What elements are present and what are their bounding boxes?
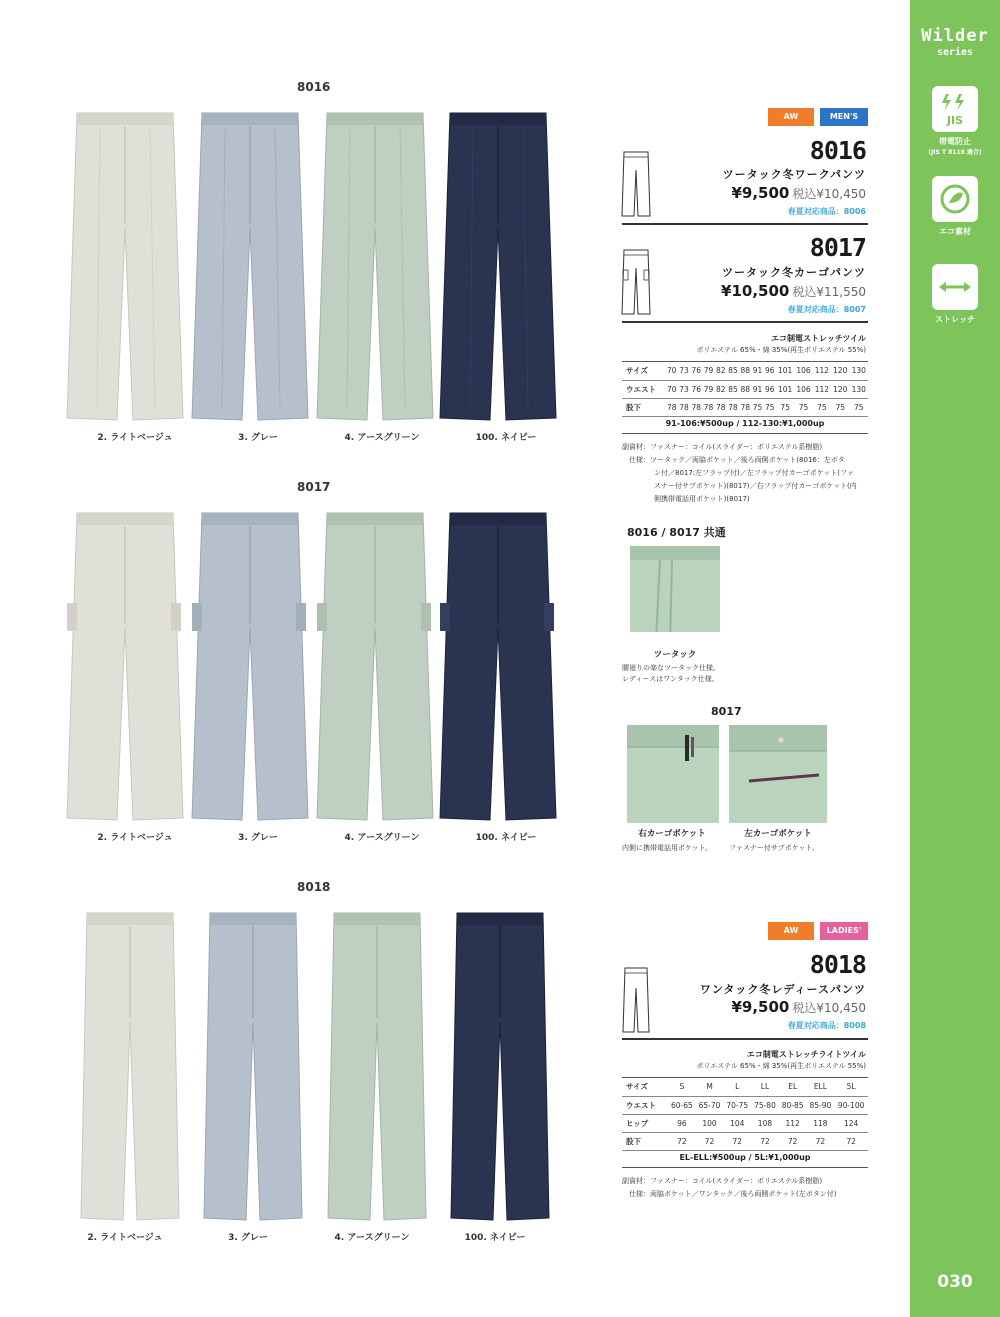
inseam-cell: 78	[739, 398, 751, 416]
stretch-icon	[932, 264, 978, 310]
color-caption: 100. ネイビー	[475, 833, 537, 843]
waist-cell: 73	[678, 380, 690, 398]
eco-material-icon	[932, 176, 978, 222]
pant-photo-light-beige	[75, 908, 185, 1223]
inseam-cell: 72	[723, 1132, 751, 1150]
inseam-cell: 72	[807, 1132, 835, 1150]
color-caption: 4. アースグリーン	[334, 1233, 410, 1243]
note-spec: 両脇ポケット／ワンタック／後ろ両側ポケット(左ボタン付)	[650, 1190, 837, 1198]
inseam-cell: 78	[715, 398, 727, 416]
pant-photo-navy	[445, 908, 555, 1223]
pant-photo-earth-green	[322, 908, 432, 1223]
size-surcharge: EL-ELL:¥500up / 5L:¥1,000up	[679, 1153, 811, 1162]
detail-description: ファスナー付サブポケット。	[729, 844, 819, 852]
waist-cell: 96	[764, 380, 776, 398]
detail-caption: ツータック	[653, 650, 697, 660]
hip-cell: 118	[807, 1114, 835, 1132]
size-surcharge: 91-106:¥500up / 112-130:¥1,000up	[665, 419, 825, 428]
size-cell: 88	[739, 362, 751, 380]
fabric-title: エコ制電ストレッチツイル	[770, 334, 866, 343]
product-name: ツータック冬カーゴパンツ	[722, 266, 866, 279]
color-caption: 3. グレー	[238, 433, 278, 443]
waist-cell: 101	[776, 380, 794, 398]
note-spec-line: 側携帯電話用ポケット)(8017)	[654, 495, 750, 503]
detail-photo-left-cargo-pocket	[729, 725, 827, 823]
divider	[622, 321, 868, 323]
pant-photo-earth-green	[315, 508, 435, 823]
detail-caption: 左カーゴポケット	[744, 829, 812, 839]
waist-cell: 112	[813, 380, 831, 398]
size-cell: 82	[715, 362, 727, 380]
row-label: ウエスト	[622, 1096, 668, 1114]
detail-desc-line: 腰廻りの楽なツータック仕様。	[622, 664, 720, 672]
hip-cell: 96	[668, 1114, 696, 1132]
pant-photo-navy	[438, 108, 558, 423]
color-caption: 3. グレー	[238, 833, 278, 843]
product-price	[731, 184, 866, 202]
detail-title-common: 8016 / 8017 共通	[627, 526, 726, 539]
feature-label: ストレッチ	[935, 315, 975, 324]
feature-antistatic	[910, 86, 1000, 157]
feature-label: エコ素材	[939, 227, 971, 236]
pant-photo-gray	[190, 108, 310, 423]
season-counterpart: 春夏対応商品：8007	[787, 305, 866, 314]
row-label: ウエスト	[622, 380, 666, 398]
detail-description: 内側に携帯電話用ポケット。	[622, 844, 713, 852]
inseam-cell: 72	[779, 1132, 807, 1150]
waist-cell: 91	[751, 380, 763, 398]
color-caption: 100. ネイビー	[475, 433, 537, 443]
waist-cell: 120	[831, 380, 849, 398]
note-spec-line: ン付／8017:左フラップ付)／左フラップ付カーゴポケット(ファ	[654, 469, 854, 477]
divider	[622, 433, 868, 434]
inseam-cell: 78	[702, 398, 714, 416]
waist-cell: 70-75	[723, 1096, 751, 1114]
inseam-cell: 75	[831, 398, 849, 416]
pant-line-drawing	[620, 248, 652, 316]
size-cell: 76	[690, 362, 702, 380]
badge-mens: MEN'S	[820, 108, 868, 126]
price-with-tax: 税込¥10,450	[792, 187, 866, 201]
size-cell: 96	[764, 362, 776, 380]
size-cell: 79	[702, 362, 714, 380]
pant-photo-light-beige	[65, 108, 185, 423]
inseam-cell: 78	[678, 398, 690, 416]
waist-cell: 130	[849, 380, 868, 398]
badge-ladies: LADIES'	[820, 922, 868, 940]
waist-cell: 60-65	[668, 1096, 696, 1114]
section-code-8018: 8018	[297, 880, 331, 894]
product-price	[731, 998, 866, 1016]
season-counterpart: 春夏対応商品：8008	[787, 1021, 866, 1030]
size-cell: 73	[678, 362, 690, 380]
pant-photo-navy	[438, 508, 558, 823]
pant-photo-light-beige	[65, 508, 185, 823]
size-cell: 70	[666, 362, 678, 380]
price-value: ¥9,500	[731, 184, 790, 202]
waist-row	[622, 1096, 868, 1114]
pant-line-drawing	[620, 150, 652, 218]
section-code-8017: 8017	[297, 480, 331, 494]
row-label: サイズ	[622, 1078, 668, 1096]
color-caption: 3. グレー	[228, 1233, 268, 1243]
jis-antistatic-icon	[932, 86, 978, 132]
feature-label: 帯電防止	[939, 137, 971, 146]
color-caption: 4. アースグリーン	[344, 433, 420, 443]
size-cell: 101	[776, 362, 794, 380]
inseam-cell: 75	[813, 398, 831, 416]
product-name: ワンタック冬レディースパンツ	[699, 983, 866, 996]
waist-cell: 76	[690, 380, 702, 398]
hip-row	[622, 1114, 868, 1132]
size-cell: 106	[794, 362, 812, 380]
inseam-cell: 78	[690, 398, 702, 416]
inseam-cell: 75	[764, 398, 776, 416]
product-code: 8017	[809, 233, 866, 262]
waist-cell: 79	[702, 380, 714, 398]
product-code: 8018	[809, 950, 866, 979]
inseam-cell: 75	[751, 398, 763, 416]
note-key: 仕様：	[629, 456, 650, 464]
pant-photo-gray	[198, 908, 308, 1223]
waist-cell: 88	[739, 380, 751, 398]
pant-photo-earth-green	[315, 108, 435, 423]
detail-caption: 右カーゴポケット	[638, 829, 706, 839]
size-cell: 85	[727, 362, 739, 380]
detail-photo-right-cargo-pocket	[627, 725, 719, 823]
detail-description	[622, 663, 720, 685]
inseam-cell: 75	[794, 398, 812, 416]
hip-cell: 104	[723, 1114, 751, 1132]
row-label: 股下	[622, 1132, 668, 1150]
hip-cell: 124	[834, 1114, 868, 1132]
inseam-cell: 72	[834, 1132, 868, 1150]
waist-row	[622, 380, 868, 398]
inseam-row	[622, 1132, 868, 1150]
section-code-8016: 8016	[297, 80, 331, 94]
divider	[622, 223, 868, 225]
hip-cell: 100	[696, 1114, 724, 1132]
size-cell: LL	[751, 1078, 779, 1096]
spec-notes-ladies	[622, 1175, 872, 1201]
waist-cell: 80-85	[779, 1096, 807, 1114]
size-cell: ELL	[807, 1078, 835, 1096]
hip-cell: 108	[751, 1114, 779, 1132]
product-price	[721, 282, 866, 300]
note-material: ファスナー：コイル(スライダー：ポリエステル系樹脂)	[650, 443, 823, 451]
fabric-composition: ポリエステル 65%・綿 35%(再生ポリエステル 55%)	[696, 1062, 866, 1070]
pant-photo-gray	[190, 508, 310, 823]
row-label: ヒップ	[622, 1114, 668, 1132]
note-spec-line: ツータック／両脇ポケット／後ろ両側ポケット(8016：左ボタ	[650, 456, 845, 464]
inseam-cell: 75	[776, 398, 794, 416]
series-brand	[910, 26, 1000, 58]
color-caption: 4. アースグリーン	[344, 833, 420, 843]
fabric-title: エコ制電ストレッチライトツイル	[746, 1050, 866, 1059]
size-cell: EL	[779, 1078, 807, 1096]
note-key: 仕様：	[629, 1190, 650, 1198]
season-counterpart: 春夏対応商品：8006	[787, 207, 866, 216]
waist-cell: 75-80	[751, 1096, 779, 1114]
inseam-cell: 78	[666, 398, 678, 416]
note-spec-line: スナー付サブポケット)(8017)／右フラップ付カーゴポケット(内	[654, 482, 857, 490]
color-caption: 2. ライトベージュ	[97, 433, 173, 443]
detail-photo-two-tuck	[630, 546, 720, 642]
waist-cell: 106	[794, 380, 812, 398]
spec-notes-mens	[622, 441, 872, 506]
series-sidebar	[910, 0, 1000, 1317]
size-cell: L	[723, 1078, 751, 1096]
feature-sublabel: (JIS T 8118 適合)	[928, 149, 982, 156]
fabric-composition: ポリエステル 65%・綿 35%(再生ポリエステル 55%)	[696, 346, 866, 354]
feature-stretch	[910, 264, 1000, 325]
brand-sub: series	[936, 47, 974, 58]
waist-cell: 90-100	[834, 1096, 868, 1114]
inseam-cell: 72	[668, 1132, 696, 1150]
brand-name: Wilder	[921, 26, 989, 46]
note-key: 副資材：	[622, 443, 650, 451]
detail-desc-line: レディースはワンタック仕様。	[622, 675, 719, 683]
hip-cell: 112	[779, 1114, 807, 1132]
waist-cell: 70	[666, 380, 678, 398]
waist-cell: 85-90	[807, 1096, 835, 1114]
size-cell: S	[668, 1078, 696, 1096]
divider	[622, 1167, 868, 1168]
svg-text:JIS: JIS	[946, 114, 964, 127]
badge-aw: AW	[768, 922, 814, 940]
pant-line-drawing	[620, 966, 652, 1034]
detail-title-8017: 8017	[711, 705, 742, 718]
size-row	[622, 362, 868, 380]
inseam-cell: 72	[696, 1132, 724, 1150]
size-cell: 120	[831, 362, 849, 380]
product-name: ツータック冬ワークパンツ	[722, 168, 866, 181]
row-label: 股下	[622, 398, 666, 416]
price-with-tax: 税込¥10,450	[792, 1001, 866, 1015]
price-with-tax: 税込¥11,550	[792, 285, 866, 299]
waist-cell: 65-70	[696, 1096, 724, 1114]
waist-cell: 82	[715, 380, 727, 398]
row-label: サイズ	[622, 362, 666, 380]
note-key: 副資材：	[622, 1177, 650, 1185]
price-value: ¥9,500	[731, 998, 790, 1016]
inseam-cell: 78	[727, 398, 739, 416]
badge-aw: AW	[768, 108, 814, 126]
inseam-row	[622, 398, 868, 416]
size-cell: 130	[849, 362, 868, 380]
color-caption: 2. ライトベージュ	[97, 833, 173, 843]
color-caption: 2. ライトベージュ	[87, 1233, 163, 1243]
product-code: 8016	[809, 136, 866, 165]
price-value: ¥10,500	[721, 282, 790, 300]
color-caption: 100. ネイビー	[464, 1233, 526, 1243]
size-cell: M	[696, 1078, 724, 1096]
waist-cell: 85	[727, 380, 739, 398]
feature-eco	[910, 176, 1000, 237]
size-table-ladies	[622, 1078, 868, 1151]
divider	[622, 1038, 868, 1040]
size-cell: 91	[751, 362, 763, 380]
size-row	[622, 1078, 868, 1096]
note-material: ファスナー：コイル(スライダー：ポリエステル系樹脂)	[650, 1177, 823, 1185]
inseam-cell: 75	[849, 398, 868, 416]
size-cell: 112	[813, 362, 831, 380]
page-number: 030	[937, 1272, 973, 1292]
size-table-mens	[622, 362, 868, 417]
size-cell: 5L	[834, 1078, 868, 1096]
inseam-cell: 72	[751, 1132, 779, 1150]
